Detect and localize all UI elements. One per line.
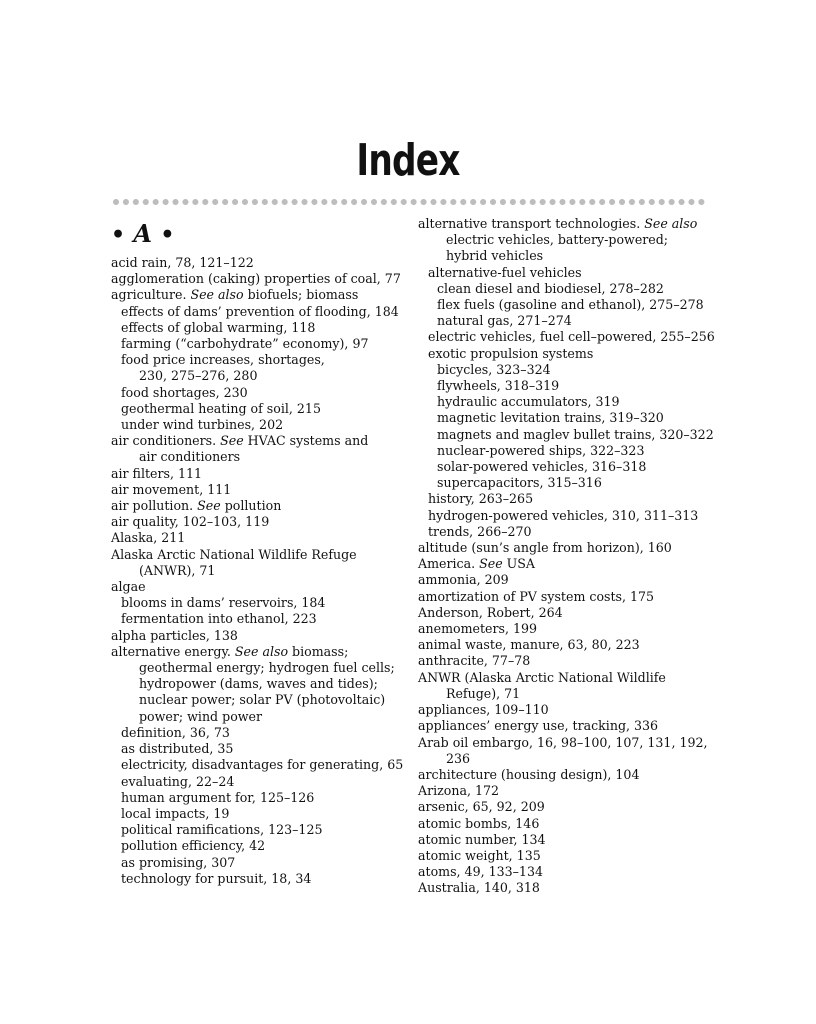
- entry-term: agriculture.: [111, 287, 191, 303]
- index-entry-continuation: 236: [446, 750, 471, 766]
- entry-term: America.: [418, 556, 480, 572]
- index-entry: atomic bombs, 146: [418, 815, 540, 831]
- index-entry: air filters, 111: [111, 465, 203, 481]
- index-entry: hydrogen-powered vehicles, 310, 311–313: [428, 507, 699, 523]
- index-entry: [111, 433, 411, 449]
- index-entry: farming (“carbohydrate” economy), 97: [121, 336, 369, 352]
- see-reference: See: [479, 556, 503, 572]
- index-entry: clean diesel and biodiesel, 278–282: [437, 280, 664, 296]
- index-entry: Australia, 140, 318: [418, 880, 540, 896]
- page-title: Index: [356, 135, 460, 186]
- dotted-divider: [112, 198, 706, 208]
- index-entry: arsenic, 65, 92, 209: [418, 799, 545, 815]
- index-entry: bicycles, 323–324: [437, 361, 551, 377]
- index-entry: evaluating, 22–24: [121, 773, 235, 789]
- index-entries-left: [111, 255, 411, 887]
- index-entry: appliances’ energy use, tracking, 336: [418, 718, 659, 734]
- index-entry: atoms, 49, 133–134: [418, 864, 543, 880]
- see-reference: See also: [234, 643, 289, 659]
- index-entry: blooms in dams’ reservoirs, 184: [121, 595, 326, 611]
- section-bullet-left: •: [111, 222, 126, 248]
- index-entry-continuation: hybrid vehicles: [446, 248, 544, 264]
- index-entry-continuation: (ANWR), 71: [139, 562, 216, 578]
- index-entry: pollution efficiency, 42: [121, 838, 266, 854]
- index-entry: electricity, disadvantages for generating, 65: [121, 757, 404, 773]
- index-entry: atomic number, 134: [418, 831, 546, 847]
- index-entry-continuation: electric vehicles, battery-powered;: [446, 232, 669, 248]
- index-entry-continuation: hydropower (dams, waves and tides);: [139, 676, 378, 692]
- index-entry: trends, 266–270: [428, 523, 532, 539]
- section-letter: A: [133, 219, 153, 248]
- index-entries-right: [418, 216, 718, 897]
- index-entry: Arab oil embargo, 16, 98–100, 107, 131, 192,: [418, 734, 708, 750]
- index-entry: alternative-fuel vehicles: [428, 264, 582, 280]
- index-entry: nuclear-powered ships, 322–323: [437, 442, 645, 458]
- see-reference: See also: [644, 216, 698, 231]
- entry-term: air pollution.: [111, 498, 198, 514]
- index-entry: electric vehicles, fuel cell–powered, 255–256: [428, 329, 715, 345]
- see-target: pollution: [220, 498, 282, 514]
- index-entry-continuation: Refuge), 71: [446, 685, 521, 701]
- index-entry: appliances, 109–110: [418, 702, 549, 718]
- index-entry: algae: [111, 579, 146, 595]
- index-entry: animal waste, manure, 63, 80, 223: [418, 637, 640, 653]
- index-entry: supercapacitors, 315–316: [437, 475, 602, 491]
- entry-term: air conditioners.: [111, 433, 221, 449]
- index-entry: fermentation into ethanol, 223: [121, 611, 317, 627]
- index-entry: [111, 644, 411, 660]
- index-entry: as distributed, 35: [121, 741, 234, 757]
- index-entry: technology for pursuit, 18, 34: [121, 870, 312, 886]
- index-entry: natural gas, 271–274: [437, 313, 572, 329]
- see-reference: See also: [190, 287, 244, 303]
- index-entry: air movement, 111: [111, 481, 232, 497]
- see-target: HVAC systems and: [243, 433, 369, 449]
- index-entry: hydraulic accumulators, 319: [437, 394, 620, 410]
- index-entry: air quality, 102–103, 119: [111, 514, 270, 530]
- see-target: biomass;: [288, 643, 349, 659]
- see-reference: See: [220, 433, 244, 449]
- index-entry: Alaska Arctic National Wildlife Refuge: [111, 546, 357, 562]
- index-entry: acid rain, 78, 121–122: [111, 255, 254, 270]
- section-bullet-right: •: [160, 222, 175, 248]
- index-column-left: [111, 216, 411, 887]
- index-entry: local impacts, 19: [121, 805, 230, 821]
- index-entry: anemometers, 199: [418, 621, 538, 637]
- index-column-right: [418, 216, 718, 897]
- index-entry: atomic weight, 135: [418, 847, 541, 863]
- index-entry: [418, 216, 718, 232]
- index-entry: Anderson, Robert, 264: [418, 604, 563, 620]
- index-entry: Alaska, 211: [111, 530, 186, 546]
- see-reference: See: [197, 498, 221, 514]
- index-entry: Arizona, 172: [418, 783, 500, 799]
- see-target: USA: [502, 556, 535, 572]
- index-entry: magnets and maglev bullet trains, 320–322: [437, 426, 714, 442]
- index-entry-continuation: nuclear power; solar PV (photovoltaic): [139, 692, 386, 708]
- index-entry-continuation: air conditioners: [139, 449, 241, 465]
- index-entry: political ramifications, 123–125: [121, 822, 323, 838]
- index-entry-continuation: power; wind power: [139, 708, 263, 724]
- index-entry: amortization of PV system costs, 175: [418, 588, 655, 604]
- index-entry: food price increases, shortages,: [121, 352, 325, 368]
- index-entry: effects of dams’ prevention of flooding, 184: [121, 303, 399, 319]
- index-entry: agglomeration (caking) properties of coal, 77: [111, 271, 401, 287]
- index-entry: ammonia, 209: [418, 572, 509, 588]
- entry-term: alternative transport technologies.: [418, 216, 645, 231]
- index-entry: ANWR (Alaska Arctic National Wildlife: [418, 669, 666, 685]
- index-entry-continuation: geothermal energy; hydrogen fuel cells;: [139, 660, 395, 676]
- index-entry: flex fuels (gasoline and ethanol), 275–278: [437, 297, 704, 313]
- index-entry: flywheels, 318–319: [437, 378, 560, 394]
- index-entry: effects of global warming, 118: [121, 319, 316, 335]
- see-target: biofuels; biomass: [243, 287, 359, 303]
- index-entry: architecture (housing design), 104: [418, 766, 640, 782]
- index-entry: [111, 287, 411, 303]
- index-entry: alpha particles, 138: [111, 627, 238, 643]
- index-entry-continuation: 230, 275–276, 280: [139, 368, 258, 384]
- index-entry: as promising, 307: [121, 854, 236, 870]
- index-entry: exotic propulsion systems: [428, 345, 594, 361]
- index-entry: [418, 556, 718, 572]
- index-entry: human argument for, 125–126: [121, 789, 315, 805]
- index-entry: magnetic levitation trains, 319–320: [437, 410, 664, 426]
- section-heading: [111, 216, 411, 255]
- index-entry: anthracite, 77–78: [418, 653, 531, 669]
- index-entry: altitude (sun’s angle from horizon), 160: [418, 540, 672, 556]
- index-entry: food shortages, 230: [121, 384, 248, 400]
- entry-term: alternative energy.: [111, 643, 235, 659]
- index-entry: solar-powered vehicles, 316–318: [437, 459, 647, 475]
- index-entry: geothermal heating of soil, 215: [121, 400, 321, 416]
- index-entry: under wind turbines, 202: [121, 417, 284, 433]
- index-entry: [111, 498, 411, 514]
- index-entry: definition, 36, 73: [121, 724, 230, 740]
- index-entry: history, 263–265: [428, 491, 534, 507]
